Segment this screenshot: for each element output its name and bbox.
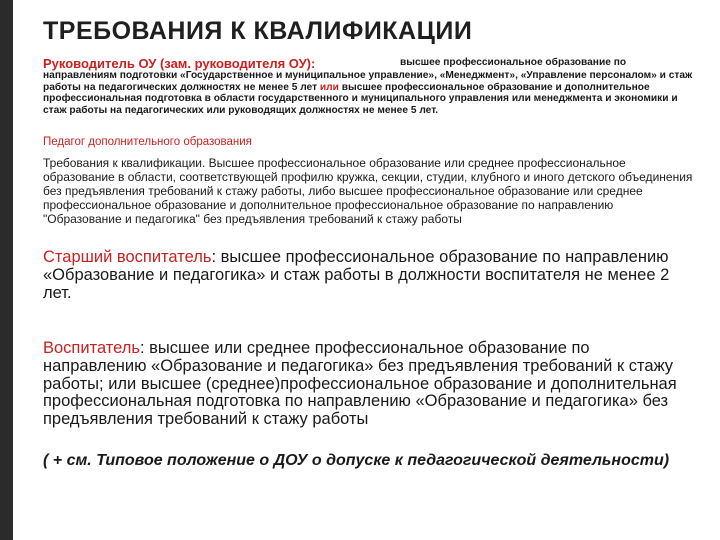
head-text-a: направлениям подготовки «Государственное и муниципальное управление», «Менеджмент», «Управление персоналом» и стаж работы на педагогических должностях не менее 5 лет (43, 70, 693, 93)
regulation-note: ( + см. Типовое положение о ДОУ о допуске к педагогической деятельности) (43, 452, 670, 469)
senior-educator-paragraph (43, 248, 693, 302)
head-requirements-text (43, 70, 693, 116)
senior-text: : высшее профессиональное образование по направлению «Образование и педагогика» и стаж работы в должности воспитателя не менее 2 лет. (43, 248, 670, 302)
educator-role-label: Воспитатель (43, 339, 140, 357)
educator-paragraph (43, 340, 693, 429)
head-requirements-start: высшее профессиональное образование по (400, 57, 627, 68)
additional-educator-text: Требования к квалификации. Высшее профессиональное образование или среднее профессиональное образование в области, соответствующей профилю кружка, секции, студии, клубного и иного детского объединения без предъявления требований к стажу работы, либо высшее профессиональное образование или среднее профессиональное образование и дополнительное профессиональное образование по направлению "Образование и педагогика" без предъявления требований к стажу работы (43, 156, 693, 226)
educator-text: : высшее или среднее профессиональное образование по направлению «Образование и педагогика» без предъявления требований к стажу работы; или высшее (среднее)профессиональное образование и дополнительная профессиональная подготовка по направлению «Образование и педагогика» без предъявления требований к стажу работы (43, 339, 677, 429)
or-word: или (319, 81, 339, 93)
additional-educator-title: Педагог дополнительного образования (43, 136, 252, 148)
left-accent-bar (0, 0, 13, 540)
senior-role-label: Старший воспитатель (43, 248, 212, 266)
head-role-label: Руководитель ОУ (зам. руководителя ОУ): (43, 56, 316, 71)
head-text-b: высшее профессиональное образование и дополнительное профессиональная подготовка в области государственного и муниципального управления или менеджмента и экономики и стаж работы на педагогических или руководящих должностях не менее 5 лет. (43, 81, 678, 116)
slide-title: ТРЕБОВАНИЯ К КВАЛИФИКАЦИИ (43, 17, 473, 45)
